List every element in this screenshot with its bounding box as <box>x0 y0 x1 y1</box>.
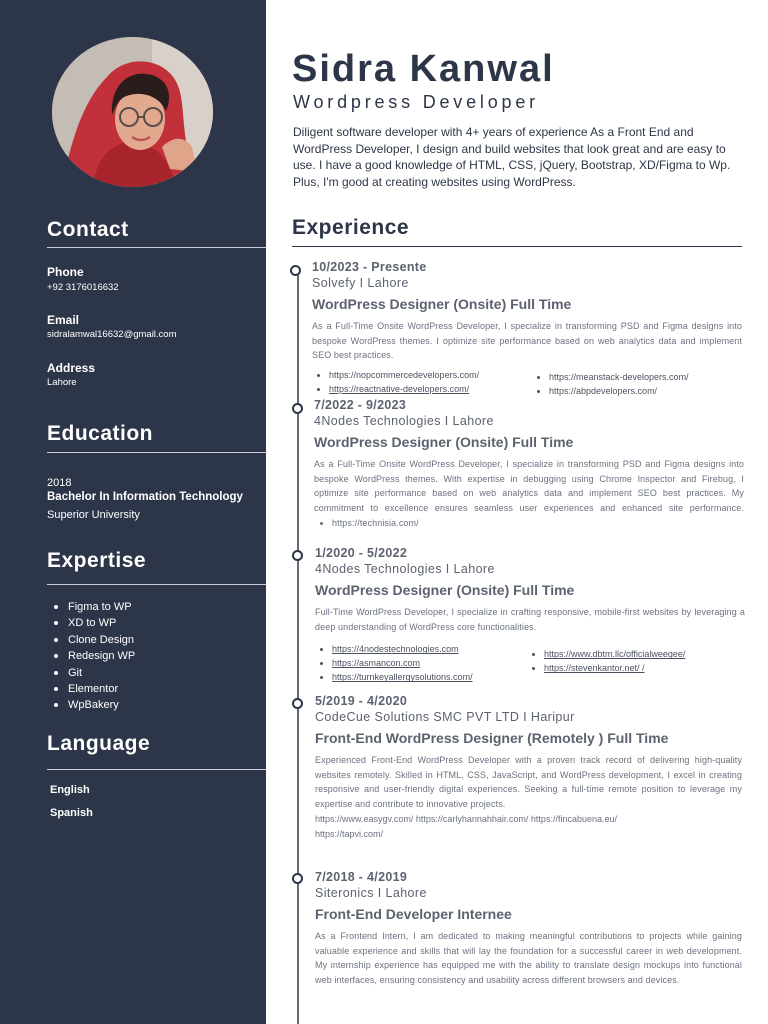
phone-value: +92 3176016632 <box>47 282 119 293</box>
job-date: 1/2020 - 5/2022 <box>315 546 408 560</box>
sidebar <box>0 0 266 1024</box>
job-links <box>315 642 745 684</box>
job-title: Front-End WordPress Designer (Remotely ) Full Time <box>315 730 669 746</box>
job-title: WordPress Designer (Onsite) Full Time <box>314 434 574 450</box>
job-description-text: As a Full-Time Onsite WordPress Developer, I specialize in transforming PSD and Figma designs into bespoke WordPress themes. With expertise in debugging using Chrome Inspector and Firebug, I optimize site performance based on web analytics data and implement SEO best practices. My commitment to excellence ensures seamless user experiences and enhanced site performance. <box>314 459 744 514</box>
portfolio-links-line[interactable]: https://www.easygv.com/ https://carlyhannahhair.com/ https://fincabuena.eu/ <box>315 813 617 824</box>
expertise-heading: Expertise <box>47 549 147 572</box>
expertise-item: WpBakery <box>51 697 135 713</box>
expertise-item: Figma to WP <box>51 599 135 615</box>
job-company: 4Nodes Technologies I Lahore <box>314 414 494 428</box>
job-date: 5/2019 - 4/2020 <box>315 694 408 708</box>
address-value: Lahore <box>47 377 77 388</box>
language-item: Spanish <box>50 807 93 819</box>
job-title: WordPress Designer (Onsite) Full Time <box>312 296 572 312</box>
job-description: Full-Time WordPress Developer, I specialize in crafting responsive, mobile-first websites by leveraging a deep understanding of WordPress core functionalities. <box>315 607 745 632</box>
education-divider <box>47 452 266 453</box>
portfolio-links-line[interactable]: https://tapvi.com/ <box>315 828 384 839</box>
timeline-line <box>297 270 299 1024</box>
job-date: 7/2018 - 4/2019 <box>315 870 408 884</box>
language-divider <box>47 769 266 770</box>
job-title: WordPress Designer (Onsite) Full Time <box>315 582 575 598</box>
phone-label: Phone <box>47 265 84 279</box>
education-school: Superior University <box>47 509 140 521</box>
portfolio-link[interactable]: https://reactnative-developers.com/ <box>312 382 532 396</box>
contact-divider <box>47 247 266 248</box>
email-label: Email <box>47 313 80 327</box>
job-company: 4Nodes Technologies I Lahore <box>315 562 495 576</box>
education-heading: Education <box>47 422 154 445</box>
expertise-list <box>51 599 135 714</box>
job-description: As a Full-Time Onsite WordPress Developer, I specialize in transforming PSD and Figma designs into bespoke WordPress themes. I optimize site performance based on web analytics data and implement SEO best practices. <box>312 321 742 361</box>
timeline-dot <box>292 698 303 709</box>
avatar-illustration <box>52 37 213 187</box>
timeline-dot <box>290 265 301 276</box>
job-date: 10/2023 - Presente <box>312 260 427 274</box>
portfolio-link[interactable]: https://meanstack-developers.com/ <box>532 370 689 384</box>
timeline-dot <box>292 403 303 414</box>
job-title: Front-End Developer Internee <box>315 906 512 922</box>
expertise-item: Git <box>51 665 135 681</box>
candidate-name: Sidra Kanwal <box>292 48 555 90</box>
contact-heading: Contact <box>47 218 129 241</box>
experience-entry <box>312 260 742 398</box>
experience-entry <box>315 870 742 988</box>
portfolio-link[interactable]: https://nopcommercedevelopers.com/ <box>312 368 532 382</box>
profile-summary: Diligent software developer with 4+ years of experience As a Front End and WordPress Developer, I design and build websites that look great and are easy to use. I have a good knowledge of HTML, CSS, jQuery, Bootstrap, XD/Figma to Wp. Plus, I'm good at creating websites using WordPress. <box>293 125 731 189</box>
experience-heading: Experience <box>292 216 410 239</box>
portfolio-link[interactable]: https://technisia.com/ <box>314 516 419 531</box>
candidate-role: Wordpress Developer <box>293 92 539 112</box>
timeline-dot <box>292 873 303 884</box>
expertise-item: Redesign WP <box>51 648 135 664</box>
portfolio-link[interactable]: https://asmancon.com <box>315 656 527 670</box>
experience-entry <box>315 546 745 684</box>
job-description <box>314 457 744 531</box>
portfolio-link[interactable]: https://www.dbtm.llc/officialweegee/ <box>527 647 685 661</box>
portfolio-link[interactable]: https://stevenkantor.net/ / <box>527 661 685 675</box>
job-links <box>312 368 742 398</box>
education-year: 2018 <box>47 477 72 489</box>
job-description: Experienced Front-End WordPress Developer with a proven track record of delivering high-quality websites remotely. Skilled in HTML, CSS, JavaScript, and WordPress development, I excel in creating responsive and user-friendly digital experiences. Seeking a full-time remote position to leverage my expertise and contribute to innovative projects. <box>315 755 742 810</box>
job-company: Siteronics I Lahore <box>315 886 427 900</box>
language-heading: Language <box>47 732 151 755</box>
experience-divider <box>292 246 742 247</box>
profile-photo <box>52 37 213 187</box>
expertise-divider <box>47 584 266 585</box>
portfolio-link[interactable]: https://turnkeyallergysolutions.com/ <box>315 670 527 684</box>
expertise-item: Clone Design <box>51 632 135 648</box>
job-description: As a Frontend Intern, I am dedicated to making meaningful contributions to projects while gaining valuable experience and skills that will lay the foundation for a successful career in web development. My internship experience has equipped me with the ability to translate design mockups into functional web interfaces, ensuring consistency and usability across different browsers and devices. <box>315 931 742 986</box>
job-company: CodeCue Solutions SMC PVT LTD I Haripur <box>315 710 575 724</box>
address-label: Address <box>47 361 96 375</box>
email-value: sidralamwal16632@gmail.com <box>47 329 177 340</box>
job-date: 7/2022 - 9/2023 <box>314 398 407 412</box>
portfolio-link[interactable]: https://4nodestechnologies.com <box>315 642 527 656</box>
expertise-item: Elementor <box>51 681 135 697</box>
experience-entry <box>314 398 744 531</box>
experience-entry <box>315 694 742 841</box>
job-company: Solvefy I Lahore <box>312 276 409 290</box>
education-degree: Bachelor In Information Technology <box>47 491 243 503</box>
portfolio-link[interactable]: https://abpdevelopers.com/ <box>532 384 689 398</box>
language-item: English <box>50 784 90 796</box>
timeline-dot <box>292 550 303 561</box>
expertise-item: XD to WP <box>51 615 135 631</box>
